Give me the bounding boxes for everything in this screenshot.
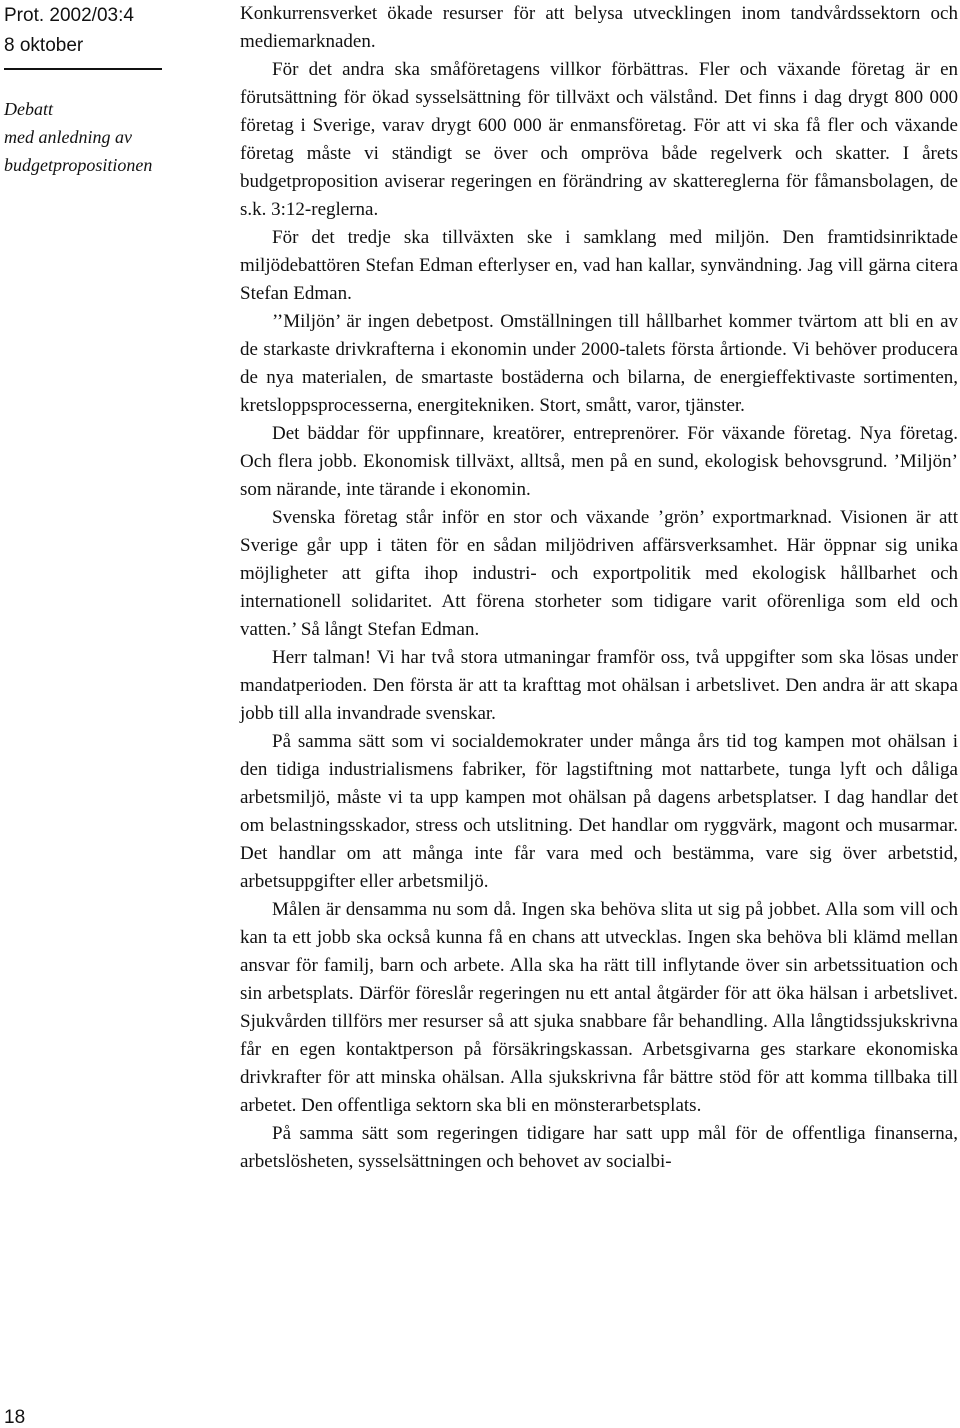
paragraph: Herr talman! Vi har två stora utmaningar framför oss, två uppgifter som ska lösas under mandatperioden. Den första är att ta krafttag mot ohälsan i arbetslivet. Den andra är att skapa jobb till alla invandrade svenskar. [240,647,958,724]
paragraph: Det bäddar för uppfinnare, kreatörer, entreprenörer. För växande företag. Nya företag. Och flera jobb. Ekonomisk tillväxt, alltså, men på en sund, ekologisk behovsgrund. ’Miljön’ som närande, inte tärande i ekonomin. [240,423,958,500]
section-heading [4,95,228,179]
paragraph: Målen är densamma nu som då. Ingen ska behöva slita ut sig på jobbet. Alla som vill och kan ta ett jobb ska också kunna få en chans att utvecklas. Ingen ska behöva bli klämd mellan ansvar för familj, barn och arbete. Alla ska ha rätt till inflytande över sin arbetssituation och sin arbetsplats. Därför föreslår regeringen nu ett antal åtgärder för att öka hälsan i arbetslivet. Sjukvården tillförs mer resurser så att sjuka snabbare får behandling. Alla långtidssjukskrivna får en egen kontaktperson på försäkringskassan. Arbetsgivarna ges starkare ekonomiska drivkrafter för att minska ohälsan. Alla sjukskrivna får bättre stöd för att komma tillbaka till arbetet. Den offentliga sektorn ska bli en mönsterarbetsplats. [240,899,958,1116]
margin-column [0,0,232,1428]
section-line: med anledning av [4,127,132,147]
body-text [240,0,958,1176]
paragraph: På samma sätt som vi socialdemokrater under många års tid tog kampen mot ohälsan i den tidiga industrialismens fabriker, för lagstiftning mot nattarbete, tunga lyft och dåliga arbetsmiljö, måste vi ta upp kampen mot ohälsan på dagens arbetsplatser. I dag handlar det om belastningsskador, stress och utslitning. Det handlar om ryggvärk, magont och musarmar. Det handlar om att många inte får vara med och bestämma, vare sig över arbetstid, arbetsuppgifter eller arbetsmiljö. [240,731,958,892]
protocol-number: Prot. 2002/03:4 [4,5,134,26]
paragraph: Konkurrensverket ökade resurser för att belysa utvecklingen inom tandvårdssektorn och mediemarknaden. [240,3,958,52]
header-rule [4,68,162,70]
paragraph: För det andra ska småföretagens villkor förbättras. Fler och växande företag är en förutsättning för ökad sysselsättning för tillväxt och välstånd. Det finns i dag drygt 800 000 företag i Sverige, varav drygt 600 000 är enmansföretag. För att vi ska få fler och växande företag måste vi ständigt se över och ompröva både regelverk och skatter. I årets budgetproposition aviserar regeringen en förändring av skattereglerna för fåmansbolagen, de s.k. 3:12-reglerna. [240,59,958,220]
paragraph: Svenska företag står inför en stor och växande ’grön’ exportmarknad. Visionen är att Sverige går upp i täten för en sådan miljödriven affärsverksamhet. Här öppnar sig unika möjligheter att gifta ihop industri- och exportpolitik med ekologisk hållbarhet och internationell solidaritet. Att förena storheter som tidigare varit oförenliga som eld och vatten.’ Så långt Stefan Edman. [240,507,958,640]
paragraph: För det tredje ska tillväxten ske i samklang med miljön. Den framtidsinriktade miljödebattören Stefan Edman efterlyser en, vad han kallar, synvändning. Jag vill gärna citera Stefan Edman. [240,227,958,304]
section-line: budgetpropositionen [4,155,153,175]
protocol-date: 8 oktober [4,35,84,56]
paragraph: ’’Miljön’ är ingen debetpost. Omställningen till hållbarhet kommer tvärtom att bli en av de starkaste drivkrafterna i ekonomin under 2000-talets första årtionde. Vi behöver producera de nya materialen, de smartaste bostäderna och bilarna, de energieffektivaste sortimenten, kretsloppsprocesserna, energitekniken. Stort, smått, varor, tjänster. [240,311,958,416]
page-number: 18 [4,1407,26,1428]
section-line: Debatt [4,99,53,119]
paragraph: På samma sätt som regeringen tidigare har satt upp mål för de offentliga finanserna, arbetslösheten, sysselsättningen och behovet av socialbi- [240,1123,958,1172]
